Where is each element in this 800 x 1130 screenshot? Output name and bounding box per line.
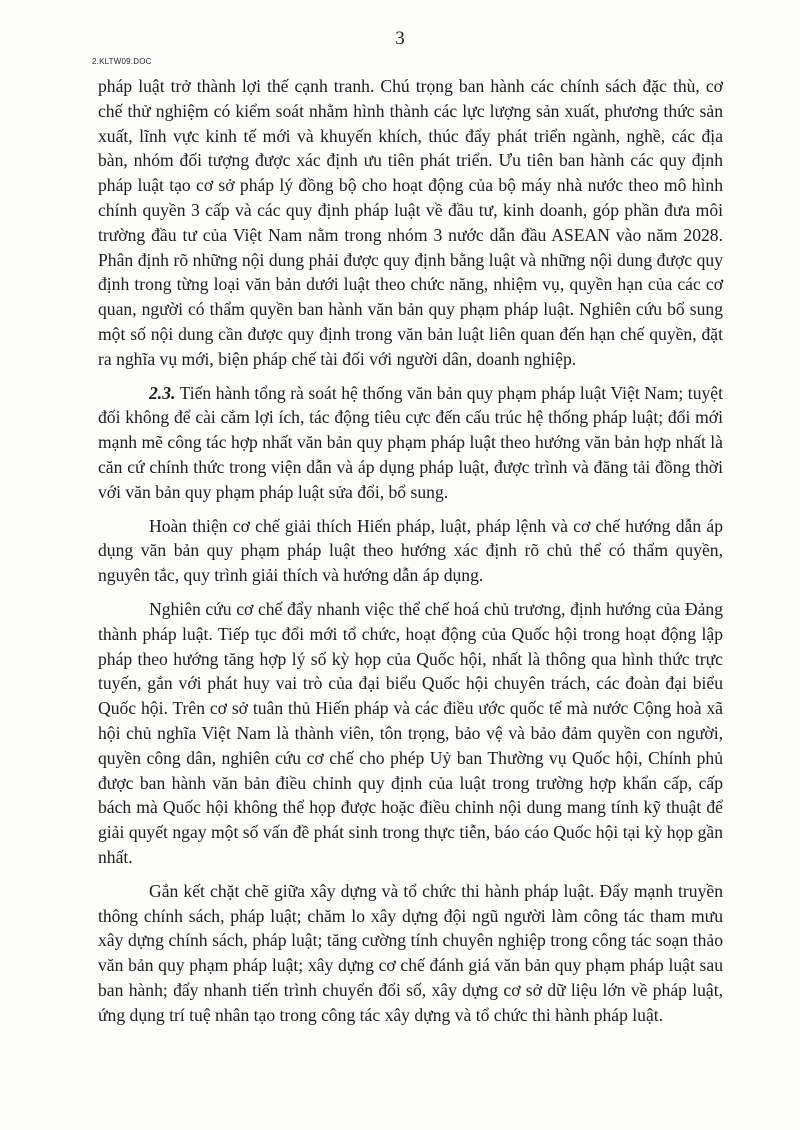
section-number: 2.3.: [149, 382, 176, 403]
paragraph-continuation: pháp luật trở thành lợi thế cạnh tranh. Chú trọng ban hành các chính sách đặc thù, cơ chế thử nghiệm có kiểm soát nhằm hình thành các lực lượng sản xuất, phương thức sản xuất, lĩnh vực kinh tế mới và khuyến khích, thúc đẩy phát triển ngành, nghề, các địa bàn, nhóm đối tượng được xác định ưu tiên phát triển. Ưu tiên ban hành các quy định pháp luật tạo cơ sở pháp lý đồng bộ cho hoạt động của bộ máy nhà nước theo mô hình chính quyền 3 cấp và các quy định pháp luật về đầu tư, kinh doanh, góp phần đưa môi trường đầu tư của Việt Nam nằm trong nhóm 3 nước dẫn đầu ASEAN vào năm 2028. Phân định rõ những nội dung phải được quy định bằng luật và những nội dung được quy định trong từng loại văn bản dưới luật theo chức năng, nhiệm vụ, quyền hạn của các cơ quan, người có thẩm quyền ban hành văn bản quy phạm pháp luật. Nghiên cứu bổ sung một số nội dung cần được quy định trong văn bản luật liên quan đến hạn chế quyền, đặt ra nghĩa vụ mới, biện pháp chế tài đối với người dân, doanh nghiệp.: [98, 76, 723, 369]
paragraph-section-2-3: [98, 381, 723, 505]
page-number: 3: [395, 28, 405, 49]
paragraph-legislative-mechanism: Nghiên cứu cơ chế đẩy nhanh việc thể chế hoá chủ trương, định hướng của Đảng thành pháp luật. Tiếp tục đổi mới tổ chức, hoạt động của Quốc hội trong hoạt động lập pháp theo hướng tăng hợp lý số kỳ họp của Quốc hội, nhất là thông qua hình thức trực tuyến, gắn với phát huy vai trò của đại biểu Quốc hội chuyên trách, các đoàn đại biểu Quốc hội. Trên cơ sở tuân thủ Hiến pháp và các điều ước quốc tế mà nước Cộng hoà xã hội chủ nghĩa Việt Nam là thành viên, tôn trọng, bảo vệ và bảo đảm quyền con người, quyền công dân, nghiên cứu cơ chế cho phép Uỷ ban Thường vụ Quốc hội, Chính phủ được ban hành văn bản điều chỉnh quy định của luật trong trường hợp khẩn cấp, cấp bách mà Quốc hội không thể họp được hoặc điều chỉnh nội dung mang tính kỹ thuật để giải quyết ngay một số vấn đề phát sinh trong thực tiễn, báo cáo Quốc hội tại kỳ họp gần nhất.: [98, 598, 723, 867]
file-identifier: 2.KLTW09.DOC: [92, 57, 152, 66]
section-text: Tiến hành tổng rà soát hệ thống văn bản quy phạm pháp luật Việt Nam; tuyệt đối không để cài cắm lợi ích, tác động tiêu cực đến cấu trúc hệ thống pháp luật; đổi mới mạnh mẽ công tác hợp nhất văn bản quy phạm pháp luật theo hướng văn bản hợp nhất là căn cứ chính thức trong viện dẫn và áp dụng pháp luật, được trình và đăng tải đồng thời với văn bản quy phạm pháp luật sửa đổi, bổ sung.: [98, 382, 723, 502]
paragraph-implementation: Gắn kết chặt chẽ giữa xây dựng và tổ chức thi hành pháp luật. Đẩy mạnh truyền thông chính sách, pháp luật; chăm lo xây dựng đội ngũ người làm công tác tham mưu xây dựng chính sách, pháp luật; tăng cường tính chuyên nghiệp trong công tác soạn thảo văn bản quy phạm pháp luật; xây dựng cơ chế đánh giá văn bản quy phạm pháp luật sau ban hành; đẩy nhanh tiến trình chuyển đổi số, xây dựng cơ sở dữ liệu lớn về pháp luật, ứng dụng trí tuệ nhân tạo trong công tác xây dựng và tổ chức thi hành pháp luật.: [98, 880, 723, 1025]
paragraph-interpretation: Hoàn thiện cơ chế giải thích Hiến pháp, luật, pháp lệnh và cơ chế hướng dẫn áp dụng văn bản quy phạm pháp luật theo hướng xác định rõ chủ thể có thẩm quyền, nguyên tắc, quy trình giải thích và hướng dẫn áp dụng.: [98, 515, 723, 586]
document-body: [98, 74, 723, 1027]
